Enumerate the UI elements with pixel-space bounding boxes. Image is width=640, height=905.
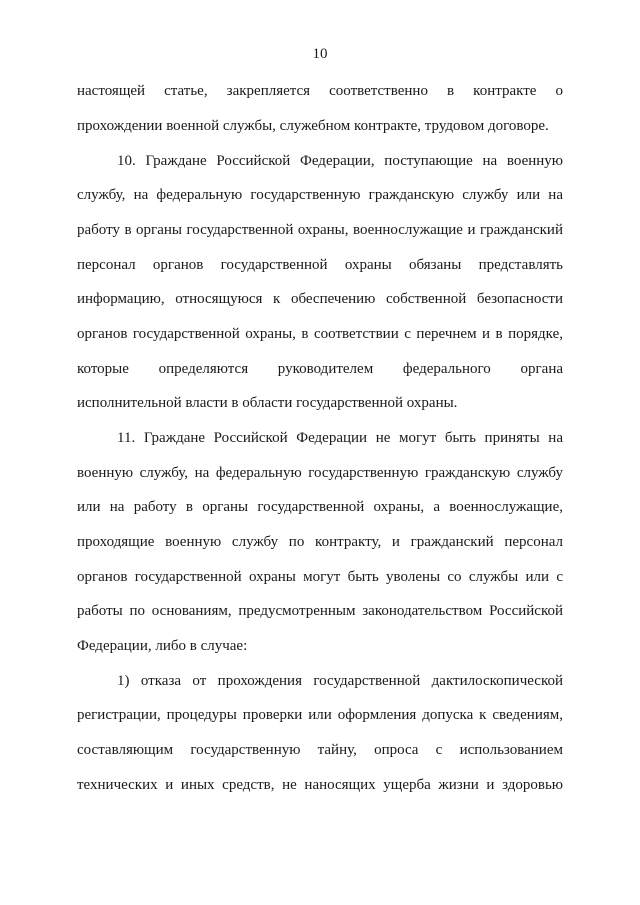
- text-line: составляющим государственную тайну, опроса с использованием: [77, 742, 563, 758]
- text-line: персонал органов государственной охраны обязаны представлять: [77, 257, 563, 273]
- paragraph-start-line: 10. Граждане Российской Федерации, поступающие на военную: [117, 153, 563, 169]
- text-line: проходящие военную службу по контракту, и гражданский персонал: [77, 534, 563, 550]
- text-line: органов государственной охраны, в соответствии с перечнем и в порядке,: [77, 326, 563, 342]
- text-line: настоящей статье, закрепляется соответственно в контракте о: [77, 83, 563, 99]
- paragraph-start-line: 1) отказа от прохождения государственной дактилоскопической: [117, 673, 563, 689]
- text-line: Федерации, либо в случае:: [77, 638, 248, 654]
- text-line: работу в органы государственной охраны, военнослужащие и гражданский: [77, 222, 563, 238]
- text-line: прохождении военной службы, служебном контракте, трудовом договоре.: [77, 118, 549, 134]
- text-line: информацию, относящуюся к обеспечению собственной безопасности: [77, 291, 563, 307]
- text-line: регистрации, процедуры проверки или оформления допуска к сведениям,: [77, 707, 563, 723]
- text-line: органов государственной охраны могут быть уволены со службы или с: [77, 569, 563, 585]
- paragraph-start-line: 11. Граждане Российской Федерации не могут быть приняты на: [117, 430, 563, 446]
- text-line: работы по основаниям, предусмотренным законодательством Российской: [77, 603, 563, 619]
- text-line: исполнительной власти в области государственной охраны.: [77, 395, 458, 411]
- text-line: службу, на федеральную государственную гражданскую службу или на: [77, 187, 563, 203]
- text-line: которые определяются руководителем федерального органа: [77, 361, 563, 377]
- text-line: технических и иных средств, не наносящих ущерба жизни и здоровью: [77, 777, 563, 793]
- text-line: военную службу, на федеральную государственную гражданскую службу: [77, 465, 563, 481]
- page-number: 10: [312, 46, 328, 62]
- text-line: или на работу в органы государственной охраны, а военнослужащие,: [77, 499, 563, 515]
